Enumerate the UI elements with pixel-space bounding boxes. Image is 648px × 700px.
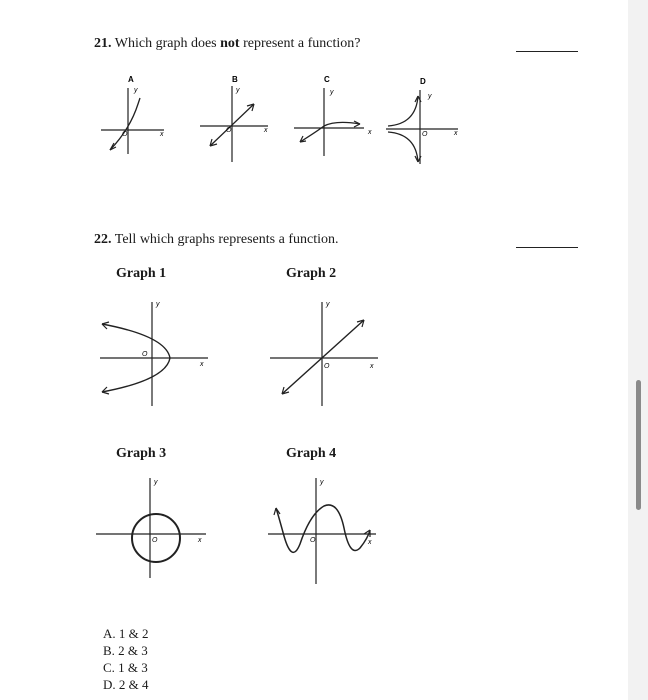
q21-graph-b [196, 74, 278, 166]
answer-choices [103, 625, 149, 693]
question-22-text: Tell which graphs represents a function. [114, 232, 339, 247]
choice-c[interactable]: C. 1 & 3 [103, 660, 148, 675]
question-21 [94, 36, 360, 52]
question-22 [94, 232, 338, 248]
graph-2-title: Graph 2 [286, 266, 337, 281]
x-label: x [454, 130, 458, 137]
y-label: y [326, 301, 330, 308]
wave [276, 505, 370, 552]
q21-graph-c [290, 74, 374, 160]
x-label: x [264, 127, 268, 134]
q21-graph-a [96, 74, 174, 160]
lower-branch [388, 132, 418, 162]
x-label: x [368, 129, 372, 136]
graph-3-title: Graph 3 [116, 446, 167, 461]
y-label: y [236, 87, 240, 94]
q21-option-c-letter: C [324, 75, 330, 84]
y-label: y [154, 479, 158, 486]
curve [110, 98, 140, 150]
scrollbar-thumb[interactable] [636, 380, 641, 510]
arrows [274, 508, 370, 537]
graph-1-title: Graph 1 [116, 266, 167, 281]
y-label: y [428, 93, 432, 100]
graph-2 [266, 296, 384, 412]
choice-d[interactable]: D. 2 & 4 [103, 677, 149, 692]
origin-label: O [152, 537, 158, 544]
q21-option-a-letter: A [128, 75, 134, 84]
q21-graph-d [382, 74, 466, 168]
q21-option-d-letter: D [420, 77, 426, 86]
origin-label: O [226, 127, 232, 134]
choice-a[interactable]: A. 1 & 2 [103, 626, 149, 641]
y-label: y [320, 479, 324, 486]
question-21-not: not [220, 36, 240, 51]
question-22-number: 22. [94, 232, 112, 247]
origin-label: O [324, 363, 330, 370]
origin-label: O [142, 351, 148, 358]
curve [300, 122, 360, 142]
origin-label: O [422, 131, 428, 138]
x-label: x [200, 361, 204, 368]
graph-4-title: Graph 4 [286, 446, 337, 461]
y-label: y [156, 301, 160, 308]
question-22-answer-blank[interactable] [516, 247, 578, 248]
question-21-text-start: Which graph does [114, 36, 221, 51]
line [282, 320, 364, 394]
graph-4 [264, 474, 384, 588]
y-label: y [134, 87, 138, 94]
upper-branch [388, 96, 418, 126]
choice-b[interactable]: B. 2 & 3 [103, 643, 148, 658]
x-label: x [160, 131, 164, 138]
x-label: x [198, 537, 202, 544]
q21-option-b-letter: B [232, 75, 238, 84]
y-label: y [330, 89, 334, 96]
x-label: x [368, 539, 372, 546]
x-label: x [370, 363, 374, 370]
question-21-answer-blank[interactable] [516, 51, 578, 52]
graph-3 [94, 474, 214, 584]
question-21-text-end: represent a function? [239, 36, 361, 51]
question-21-number: 21. [94, 36, 112, 51]
origin-label: O [310, 537, 316, 544]
origin-label: O [122, 131, 128, 138]
graph-1 [96, 296, 216, 412]
